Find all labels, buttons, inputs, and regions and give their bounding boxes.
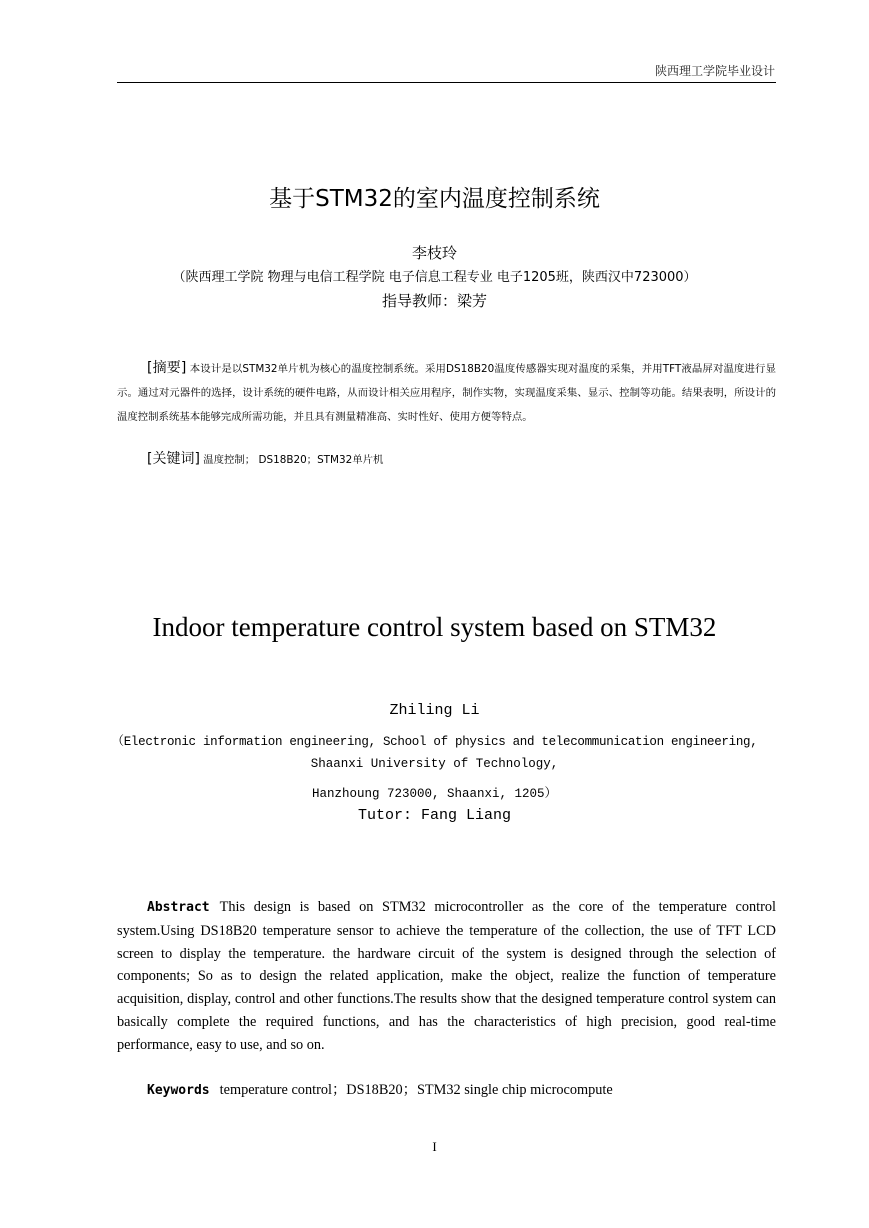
english-keywords: [147, 1079, 613, 1099]
chinese-abstract-label: [摘要]: [147, 360, 187, 376]
running-header: 陕西理工学院毕业设计: [654, 64, 775, 78]
chinese-keywords-text: 温度控制； DS18B20；STM32单片机: [203, 454, 384, 466]
english-affiliation-line2: Shaanxi University of Technology,: [310, 757, 559, 771]
english-affiliation-line3: Hanzhoung 723000, Shaanxi, 1205）: [311, 787, 558, 801]
header-rule: [117, 82, 776, 83]
chinese-title: 基于STM32的室内温度控制系统: [269, 186, 600, 212]
english-keywords-text: temperature control；DS18B20；STM32 single chip microcompute: [219, 1082, 613, 1098]
page-number: I: [432, 1139, 437, 1154]
chinese-keywords-label: [关键词]: [147, 451, 200, 467]
english-abstract: [117, 896, 776, 1057]
chinese-author: 李枝玲: [411, 244, 457, 262]
english-abstract-label: Abstract: [147, 900, 210, 915]
english-keywords-label: Keywords: [147, 1083, 210, 1098]
chinese-abstract-text: 本设计是以STM32单片机为核心的温度控制系统。采用DS18B20温度传感器实现对温度的采集，并用TFT液晶屏对温度进行显示。通过对元器件的选择，设计系统的硬件电路，从而设计相关应用程序，制作实物，实现温度采集、显示、控制等功能。结果表明，所设计的温度控制系统基本能够完成所需功能，并且具有测量精准高、实时性好、使用方便等特点。: [117, 363, 776, 423]
english-author: Zhiling Li: [389, 702, 480, 719]
english-tutor: Tutor: Fang Liang: [357, 807, 512, 824]
english-title: Indoor temperature control system based on STM32: [152, 612, 717, 642]
chinese-affiliation: （陕西理工学院 物理与电信工程学院 电子信息工程专业 电子1205班，陕西汉中723000）: [172, 270, 697, 285]
chinese-keywords: [147, 448, 383, 468]
english-affiliation-line1: （Electronic information engineering, School of physics and telecommunication engineering,: [111, 735, 758, 749]
english-abstract-text: This design is based on STM32 microcontroller as the core of the temperature control system.Using DS18B20 temperature sensor to achieve the temperature of the collection, the use of TFT LCD screen to display the temperature. the hardware circuit of the system is designed through the selection of components; So as to design the related application, make the object, realize the function of temperature acquisition, display, control and other functions.The results show that the designed temperature control system can basically complete the required functions, and has the characteristics of high precision, good real-time performance, easy to use, and so on.: [117, 899, 776, 1053]
chinese-abstract: [117, 356, 776, 429]
chinese-tutor: 指导教师：梁芳: [381, 292, 487, 310]
